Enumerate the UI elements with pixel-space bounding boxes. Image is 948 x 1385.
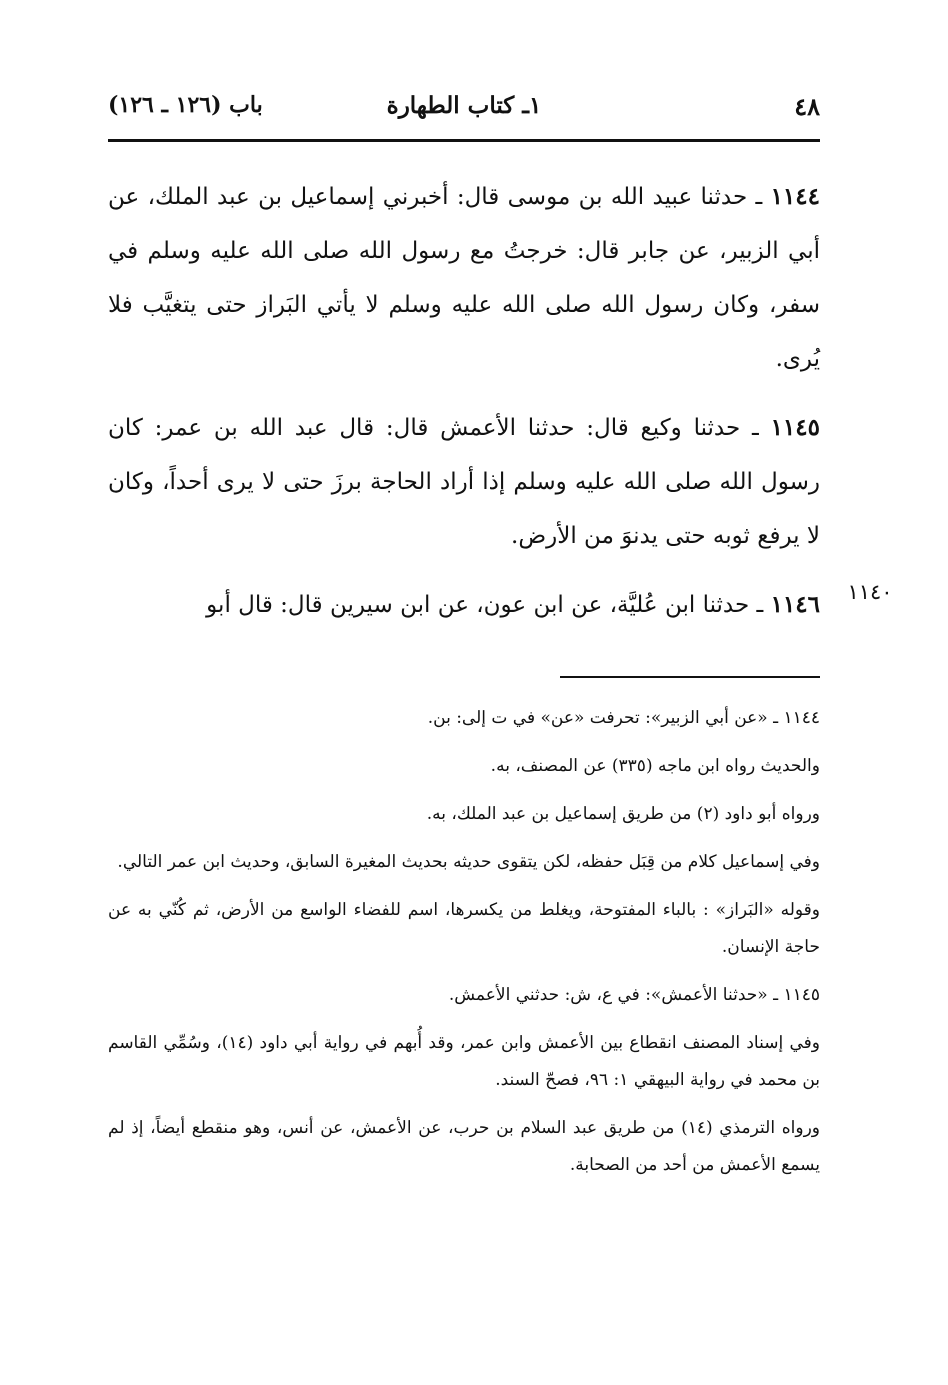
footnote: ورواه الترمذي (١٤) من طريق عبد السلام بن حرب، عن الأعمش، عن أنس، وهو منقطع أيضاً، إذ لم يسمع الأعمش من أحد من الصحابة.: [108, 1118, 820, 1175]
hadith-number: ١١٤٦: [770, 591, 820, 618]
hadith-number: ١١٤٤: [770, 183, 820, 210]
footnote: ورواه أبو داود (٢) من طريق إسماعيل بن عبد الملك، به.: [426, 804, 820, 824]
page-number: ٤٨: [794, 92, 820, 121]
header-divider: [108, 139, 820, 142]
chapter-label: باب (١٢٦ ـ ١٢٦): [108, 92, 263, 118]
hadith-text: ـ حدثنا وكيع قال: حدثنا الأعمش قال: قال عبد الله بن عمر: كان رسول الله صلى الله عليه وسلم إذا أراد الحاجة برزَ حتى لا يرى أحداً، وكان لا يرفع ثوبه حتى يدنوَ من الأرض.: [108, 415, 820, 549]
hadith-paragraph: [108, 578, 820, 632]
page-header: [108, 92, 820, 128]
footnote: وقوله «البَراز» : بالباء المفتوحة، ويغلط من يكسرها، اسم للفضاء الواسع من الأرض، ثم كُنّي به عن حاجة الإنسان.: [108, 900, 820, 957]
footnotes: [108, 700, 820, 1195]
footnote: ١١٤٥ ـ «حدثنا الأعمش»: في ع، ش: حدثني الأعمش.: [448, 985, 820, 1005]
margin-reference-number: ١١٤٠: [847, 580, 893, 604]
footnote: وفي إسناد المصنف انقطاع بين الأعمش وابن عمر، وقد أُبهم في رواية أبي داود (١٤)، وسُمِّي القاسم بن محمد في رواية البيهقي ١: ٩٦، فصحّ السند.: [108, 1033, 820, 1090]
footnote: والحديث رواه ابن ماجه (٣٣٥) عن المصنف، به.: [490, 756, 820, 776]
hadith-paragraph: [108, 170, 820, 386]
hadith-paragraph: [108, 401, 820, 563]
hadith-text: ـ حدثنا عبيد الله بن موسى قال: أخبرني إسماعيل بن عبد الملك، عن أبي الزبير، عن جابر قال: خرجتُ مع رسول الله صلى الله عليه وسلم في سفر، وكان رسول الله صلى الله عليه وسلم لا يأتي البَراز حتى يتغيَّب فلا يُرى.: [108, 184, 820, 372]
footnote-divider: [560, 676, 820, 678]
main-text: [108, 170, 820, 647]
book-title: ١ـ كتاب الطهارة: [386, 92, 542, 119]
hadith-text: ـ حدثنا ابن عُليَّة، عن ابن عون، عن ابن سيرين قال: قال أبو: [206, 592, 771, 618]
footnote: ١١٤٤ ـ «عن أبي الزبير»: تحرفت «عن» في ت إلى: بن.: [427, 708, 820, 728]
hadith-number: ١١٤٥: [770, 414, 820, 441]
footnote: وفي إسماعيل كلام من قِبَل حفظه، لكن يتقوى حديثه بحديث المغيرة السابق، وحديث ابن عمر التالي.: [117, 852, 820, 872]
